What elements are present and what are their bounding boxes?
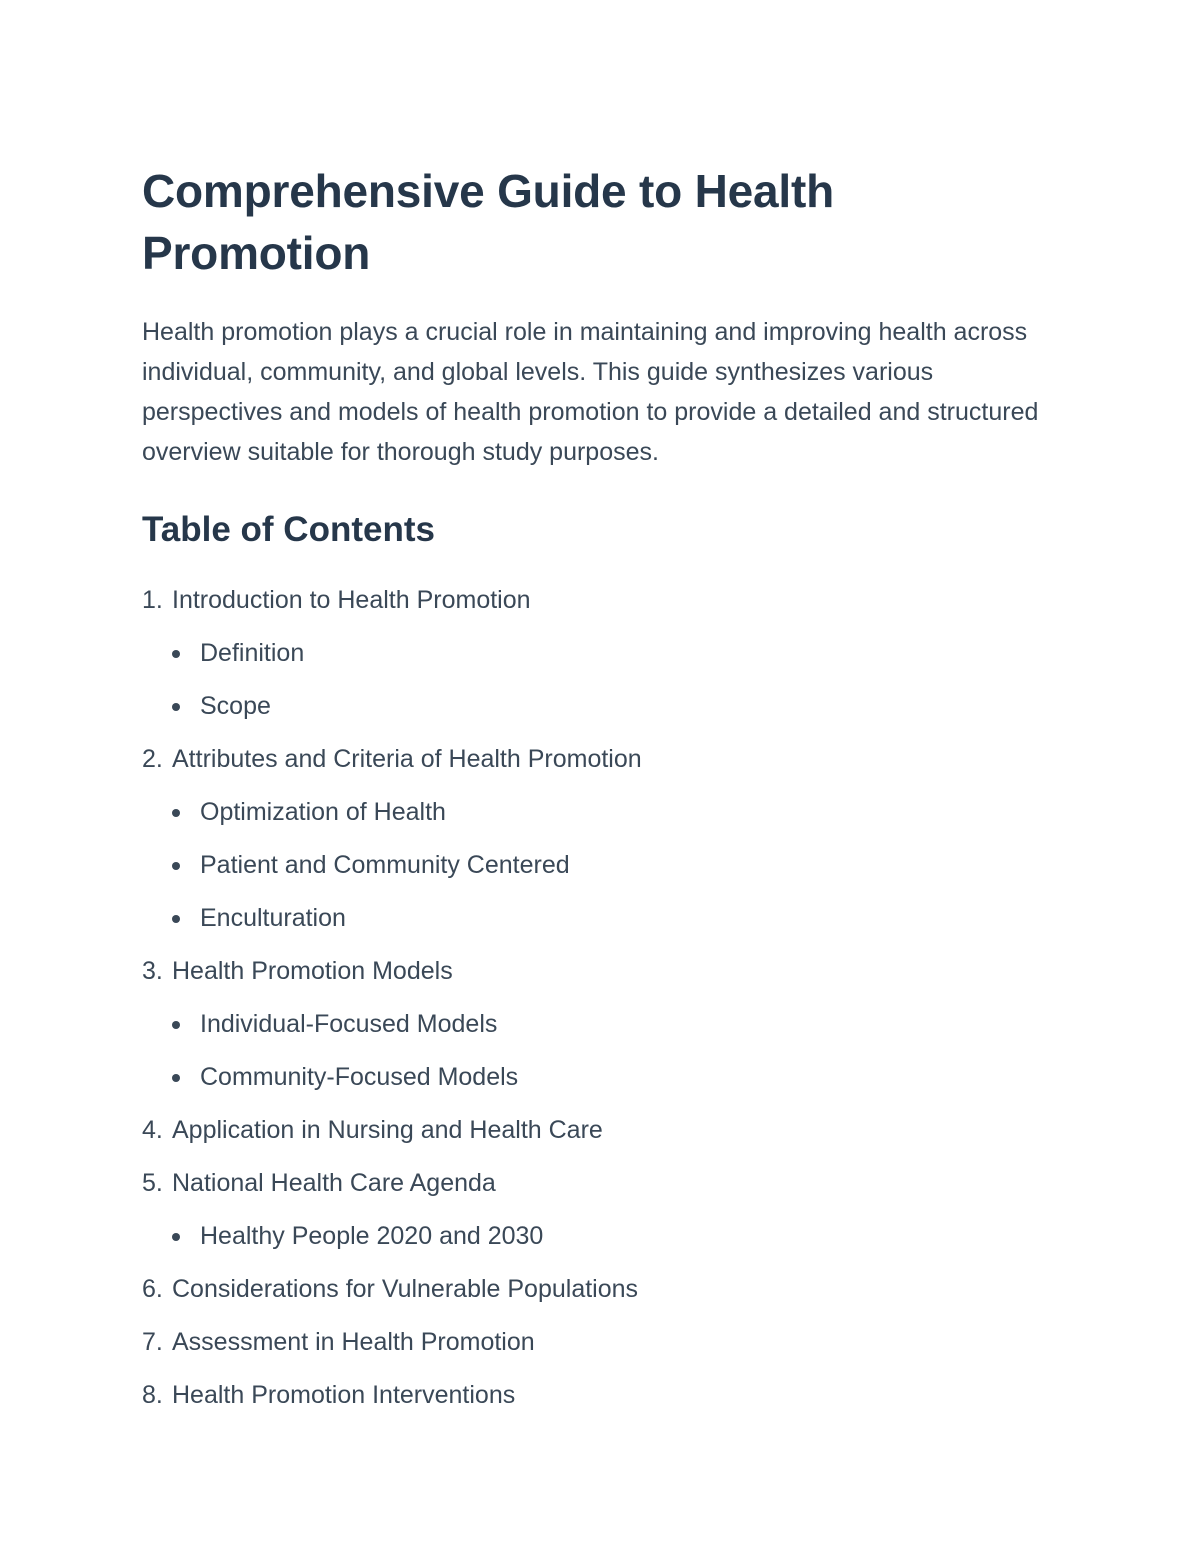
bullet-icon	[172, 1074, 180, 1082]
toc-item-number: 4.	[142, 1116, 163, 1144]
toc-subitem-label: Scope	[200, 692, 271, 720]
toc-subitem	[142, 1051, 1072, 1104]
bullet-icon	[172, 862, 180, 870]
toc-subitem	[142, 892, 1072, 945]
toc-item-assessment	[142, 1316, 1072, 1369]
toc-subitem	[142, 786, 1072, 839]
toc-item-label: Health Promotion Models	[172, 957, 453, 985]
page-title: Comprehensive Guide to Health Promotion	[142, 165, 834, 279]
toc-subitem-label: Community-Focused Models	[200, 1063, 519, 1091]
toc-item-number: 8.	[142, 1381, 163, 1409]
bullet-icon	[172, 1233, 180, 1241]
bullet-icon	[172, 650, 180, 658]
toc-item-introduction	[142, 574, 1072, 627]
toc-subitem	[142, 998, 1072, 1051]
toc-item-attributes	[142, 733, 1072, 786]
toc-item-models	[142, 945, 1072, 998]
intro-paragraph: Health promotion plays a crucial role in maintaining and improving health across individual, community, and global levels. This guide synthesizes various perspectives and models of health promotion to provide a detailed and structured overview suitable for thorough study purposes.	[142, 318, 1039, 466]
toc-subitem-label: Optimization of Health	[200, 798, 446, 826]
toc-item-label: Considerations for Vulnerable Populations	[172, 1275, 639, 1303]
toc-item-label: Health Promotion Interventions	[172, 1381, 516, 1409]
bullet-icon	[172, 703, 180, 711]
toc-item-label: Attributes and Criteria of Health Promotion	[172, 745, 642, 773]
table-of-contents	[142, 574, 1072, 1422]
bullet-icon	[172, 1021, 180, 1029]
toc-item-number: 5.	[142, 1169, 163, 1197]
toc-item-label: Introduction to Health Promotion	[172, 586, 531, 614]
toc-item-label: Assessment in Health Promotion	[172, 1328, 535, 1356]
toc-item-number: 6.	[142, 1275, 163, 1303]
toc-subitem-label: Healthy People 2020 and 2030	[200, 1222, 544, 1250]
toc-item-vulnerable	[142, 1263, 1072, 1316]
toc-item-interventions	[142, 1369, 1072, 1422]
bullet-icon	[172, 809, 180, 817]
toc-subitem	[142, 627, 1072, 680]
toc-subitem	[142, 680, 1072, 733]
toc-subitem-label: Enculturation	[200, 904, 346, 932]
toc-heading: Table of Contents	[142, 510, 435, 549]
toc-item-number: 3.	[142, 957, 163, 985]
toc-subitem-label: Patient and Community Centered	[200, 851, 570, 879]
toc-item-agenda	[142, 1157, 1072, 1210]
bullet-icon	[172, 915, 180, 923]
toc-subitem	[142, 1210, 1072, 1263]
toc-item-label: Application in Nursing and Health Care	[172, 1116, 603, 1144]
toc-subitem	[142, 839, 1072, 892]
toc-item-application	[142, 1104, 1072, 1157]
toc-item-number: 2.	[142, 745, 163, 773]
toc-item-number: 1.	[142, 586, 163, 614]
toc-subitem-label: Definition	[200, 639, 305, 667]
toc-subitem-label: Individual-Focused Models	[200, 1010, 498, 1038]
toc-item-number: 7.	[142, 1328, 163, 1356]
document-page	[142, 160, 1072, 1422]
toc-item-label: National Health Care Agenda	[172, 1169, 496, 1197]
